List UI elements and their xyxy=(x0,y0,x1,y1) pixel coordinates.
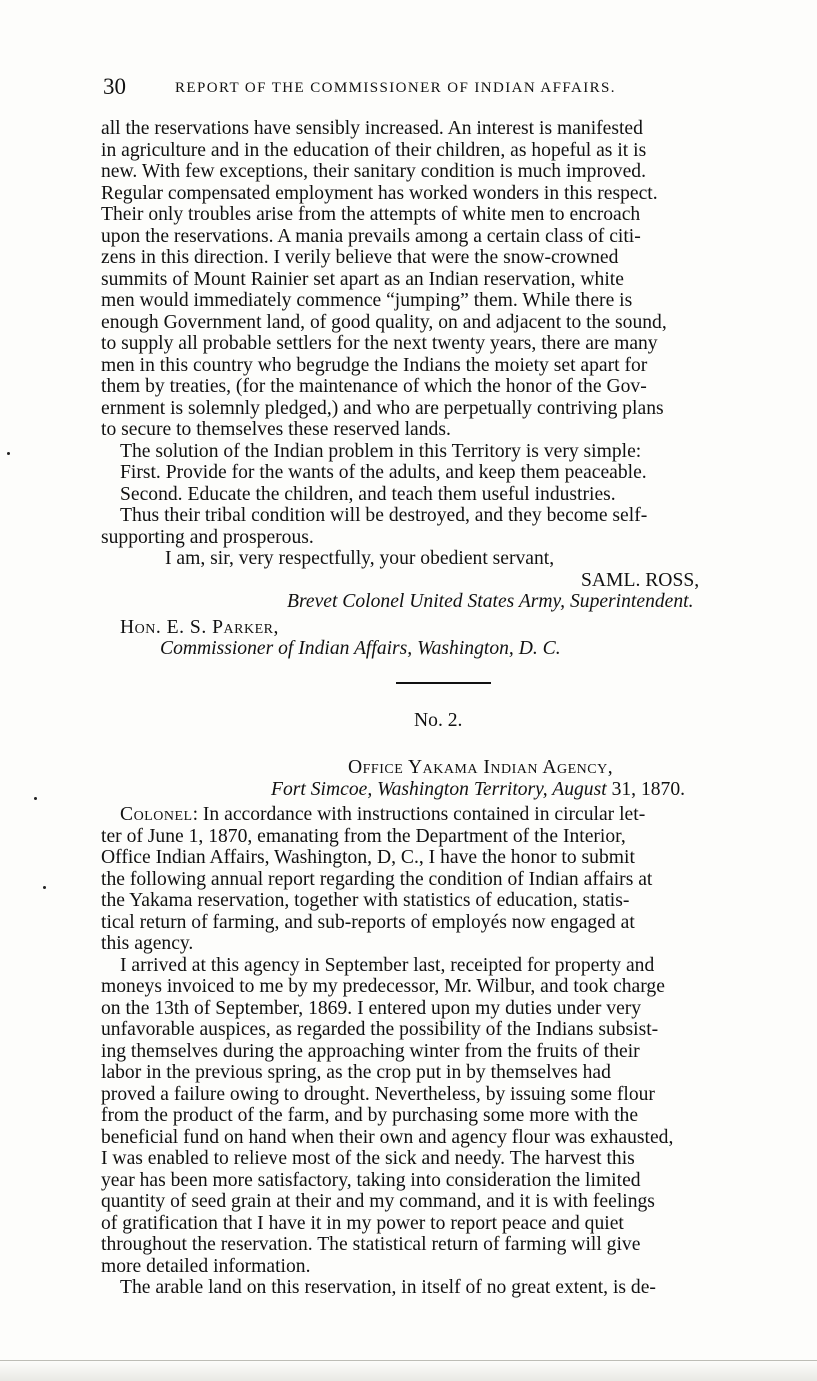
solution-line: First. Provide for the wants of the adults, and keep them peaceable. xyxy=(120,462,647,483)
para2-line: labor in the previous spring, as the crop put in by themselves had xyxy=(101,1062,611,1083)
letter1-line: zens in this direction. I verily believe that were the snow-crowned xyxy=(101,247,619,268)
addressee-name xyxy=(101,617,791,639)
letter1-line: all the reservations have sensibly increased. An interest is manifested xyxy=(101,118,643,139)
letter1-line: ernment is solemnly pledged,) and who are perpetually contriving plans xyxy=(101,397,664,419)
para1-first-line xyxy=(101,804,791,826)
para2-first-line: I arrived at this agency in September last, receipted for property and xyxy=(120,954,655,976)
letter1-line: to secure to themselves these reserved lands. xyxy=(101,419,451,440)
para2-line: throughout the reservation. The statistical return of farming will give xyxy=(101,1234,641,1255)
para1-line: tical return of farming, and sub-reports of employés now engaged at xyxy=(101,911,635,933)
page-number: 30 xyxy=(103,74,126,99)
para2-line: unfavorable auspices, as regarded the possibility of the Indians subsist- xyxy=(101,1019,659,1040)
solution-line: Thus their tribal condition will be destroyed, and they become self- xyxy=(120,505,648,526)
letter1-line: men would immediately commence “jumping” them. While there is xyxy=(101,290,633,311)
letter1-line: summits of Mount Rainier set apart as an Indian reservation, white xyxy=(101,268,624,290)
solution-line: The solution of the Indian problem in this Territory is very simple: xyxy=(120,440,642,462)
para1-line: Office Indian Affairs, Washington, D, C., I have the honor to submit xyxy=(101,847,635,868)
place-date-tail: 31, 1870. xyxy=(606,778,686,800)
para2-line: moneys invoiced to me by my predecessor, Mr. Wilbur, and took charge xyxy=(101,976,665,997)
para2-line: ing themselves during the approaching winter from the fruits of their xyxy=(101,1040,640,1062)
letter1-line: upon the reservations. A mania prevails among a certain class of citi- xyxy=(101,225,641,247)
letter1-line: them by treaties, (for the maintenance of which the honor of the Gov- xyxy=(101,376,647,397)
para3-first-line: The arable land on this reservation, in itself of no great extent, is de- xyxy=(120,1277,656,1298)
para1-line: ter of June 1, 1870, emanating from the Department of the Interior, xyxy=(101,825,626,847)
letter2-body xyxy=(101,757,791,1299)
place-date-line xyxy=(101,779,791,801)
para2-line: on the 13th of September, 1869. I entered upon my duties under very xyxy=(101,997,642,1019)
scan-speck xyxy=(7,452,10,455)
para1-line: this agency. xyxy=(101,933,194,954)
solution-tail: supporting and prosperous. xyxy=(101,526,314,548)
letter1-line: enough Government land, of good quality, on and adjacent to the sound, xyxy=(101,311,667,333)
running-head: REPORT OF THE COMMISSIONER OF INDIAN AFFAIRS. xyxy=(175,80,616,96)
closing-line: I am, sir, very respectfully, your obedient servant, xyxy=(165,548,555,569)
section-divider xyxy=(396,682,491,684)
letter1-line: to supply all probable settlers for the next twenty years, there are many xyxy=(101,333,658,354)
addressee-name-text: Hon. E. S. Parker, xyxy=(120,616,279,638)
letter1-body xyxy=(101,118,791,660)
letter1-line: Regular compensated employment has worked wonders in this respect. xyxy=(101,182,658,204)
scan-speck xyxy=(43,886,46,889)
para2-line: proved a failure owing to drought. Nevertheless, by issuing some flour xyxy=(101,1083,655,1105)
signer-name: SAML. ROSS, xyxy=(581,569,700,591)
para2-line: more detailed information. xyxy=(101,1255,311,1277)
page-header xyxy=(103,74,733,104)
scan-speck xyxy=(34,797,37,800)
salutation: Colonel xyxy=(120,804,193,825)
place-date-italic: Fort Simcoe, Washington Territory, August xyxy=(271,778,607,800)
signer-title: Brevet Colonel United States Army, Superintendent. xyxy=(287,591,694,612)
solution-line: Second. Educate the children, and teach them useful industries. xyxy=(120,483,616,505)
letter1-line: in agriculture and in the education of their children, as hopeful as it is xyxy=(101,139,647,161)
para2-line: from the product of the farm, and by purchasing some more with the xyxy=(101,1105,639,1126)
para2-line: I was enabled to relieve most of the sick and needy. The harvest this xyxy=(101,1148,635,1169)
addressee-title: Commissioner of Indian Affairs, Washington, D. C. xyxy=(160,638,561,659)
para1-line: the Yakama reservation, together with statistics of education, statis- xyxy=(101,890,630,911)
para2-line: year has been more satisfactory, taking into consideration the limited xyxy=(101,1169,641,1191)
para2-line: of gratification that I have it in my power to report peace and quiet xyxy=(101,1212,624,1234)
document-number: No. 2. xyxy=(414,710,463,731)
office-heading: Office Yakama Indian Agency, xyxy=(348,757,614,778)
page-bottom-edge xyxy=(0,1360,817,1381)
letter1-line: men in this country who begrudge the Indians the moiety set apart for xyxy=(101,354,648,376)
letter1-line: new. With few exceptions, their sanitary condition is much improved. xyxy=(101,161,646,182)
para1-line: the following annual report regarding the condition of Indian affairs at xyxy=(101,868,653,890)
para2-line: beneficial fund on hand when their own and agency flour was exhausted, xyxy=(101,1126,674,1148)
letter1-line: Their only troubles arise from the attempts of white men to encroach xyxy=(101,204,641,225)
para2-line: quantity of seed grain at their and my command, and it is with feelings xyxy=(101,1191,655,1212)
para1-first-text: : In accordance with instructions contained in circular let- xyxy=(192,804,646,825)
